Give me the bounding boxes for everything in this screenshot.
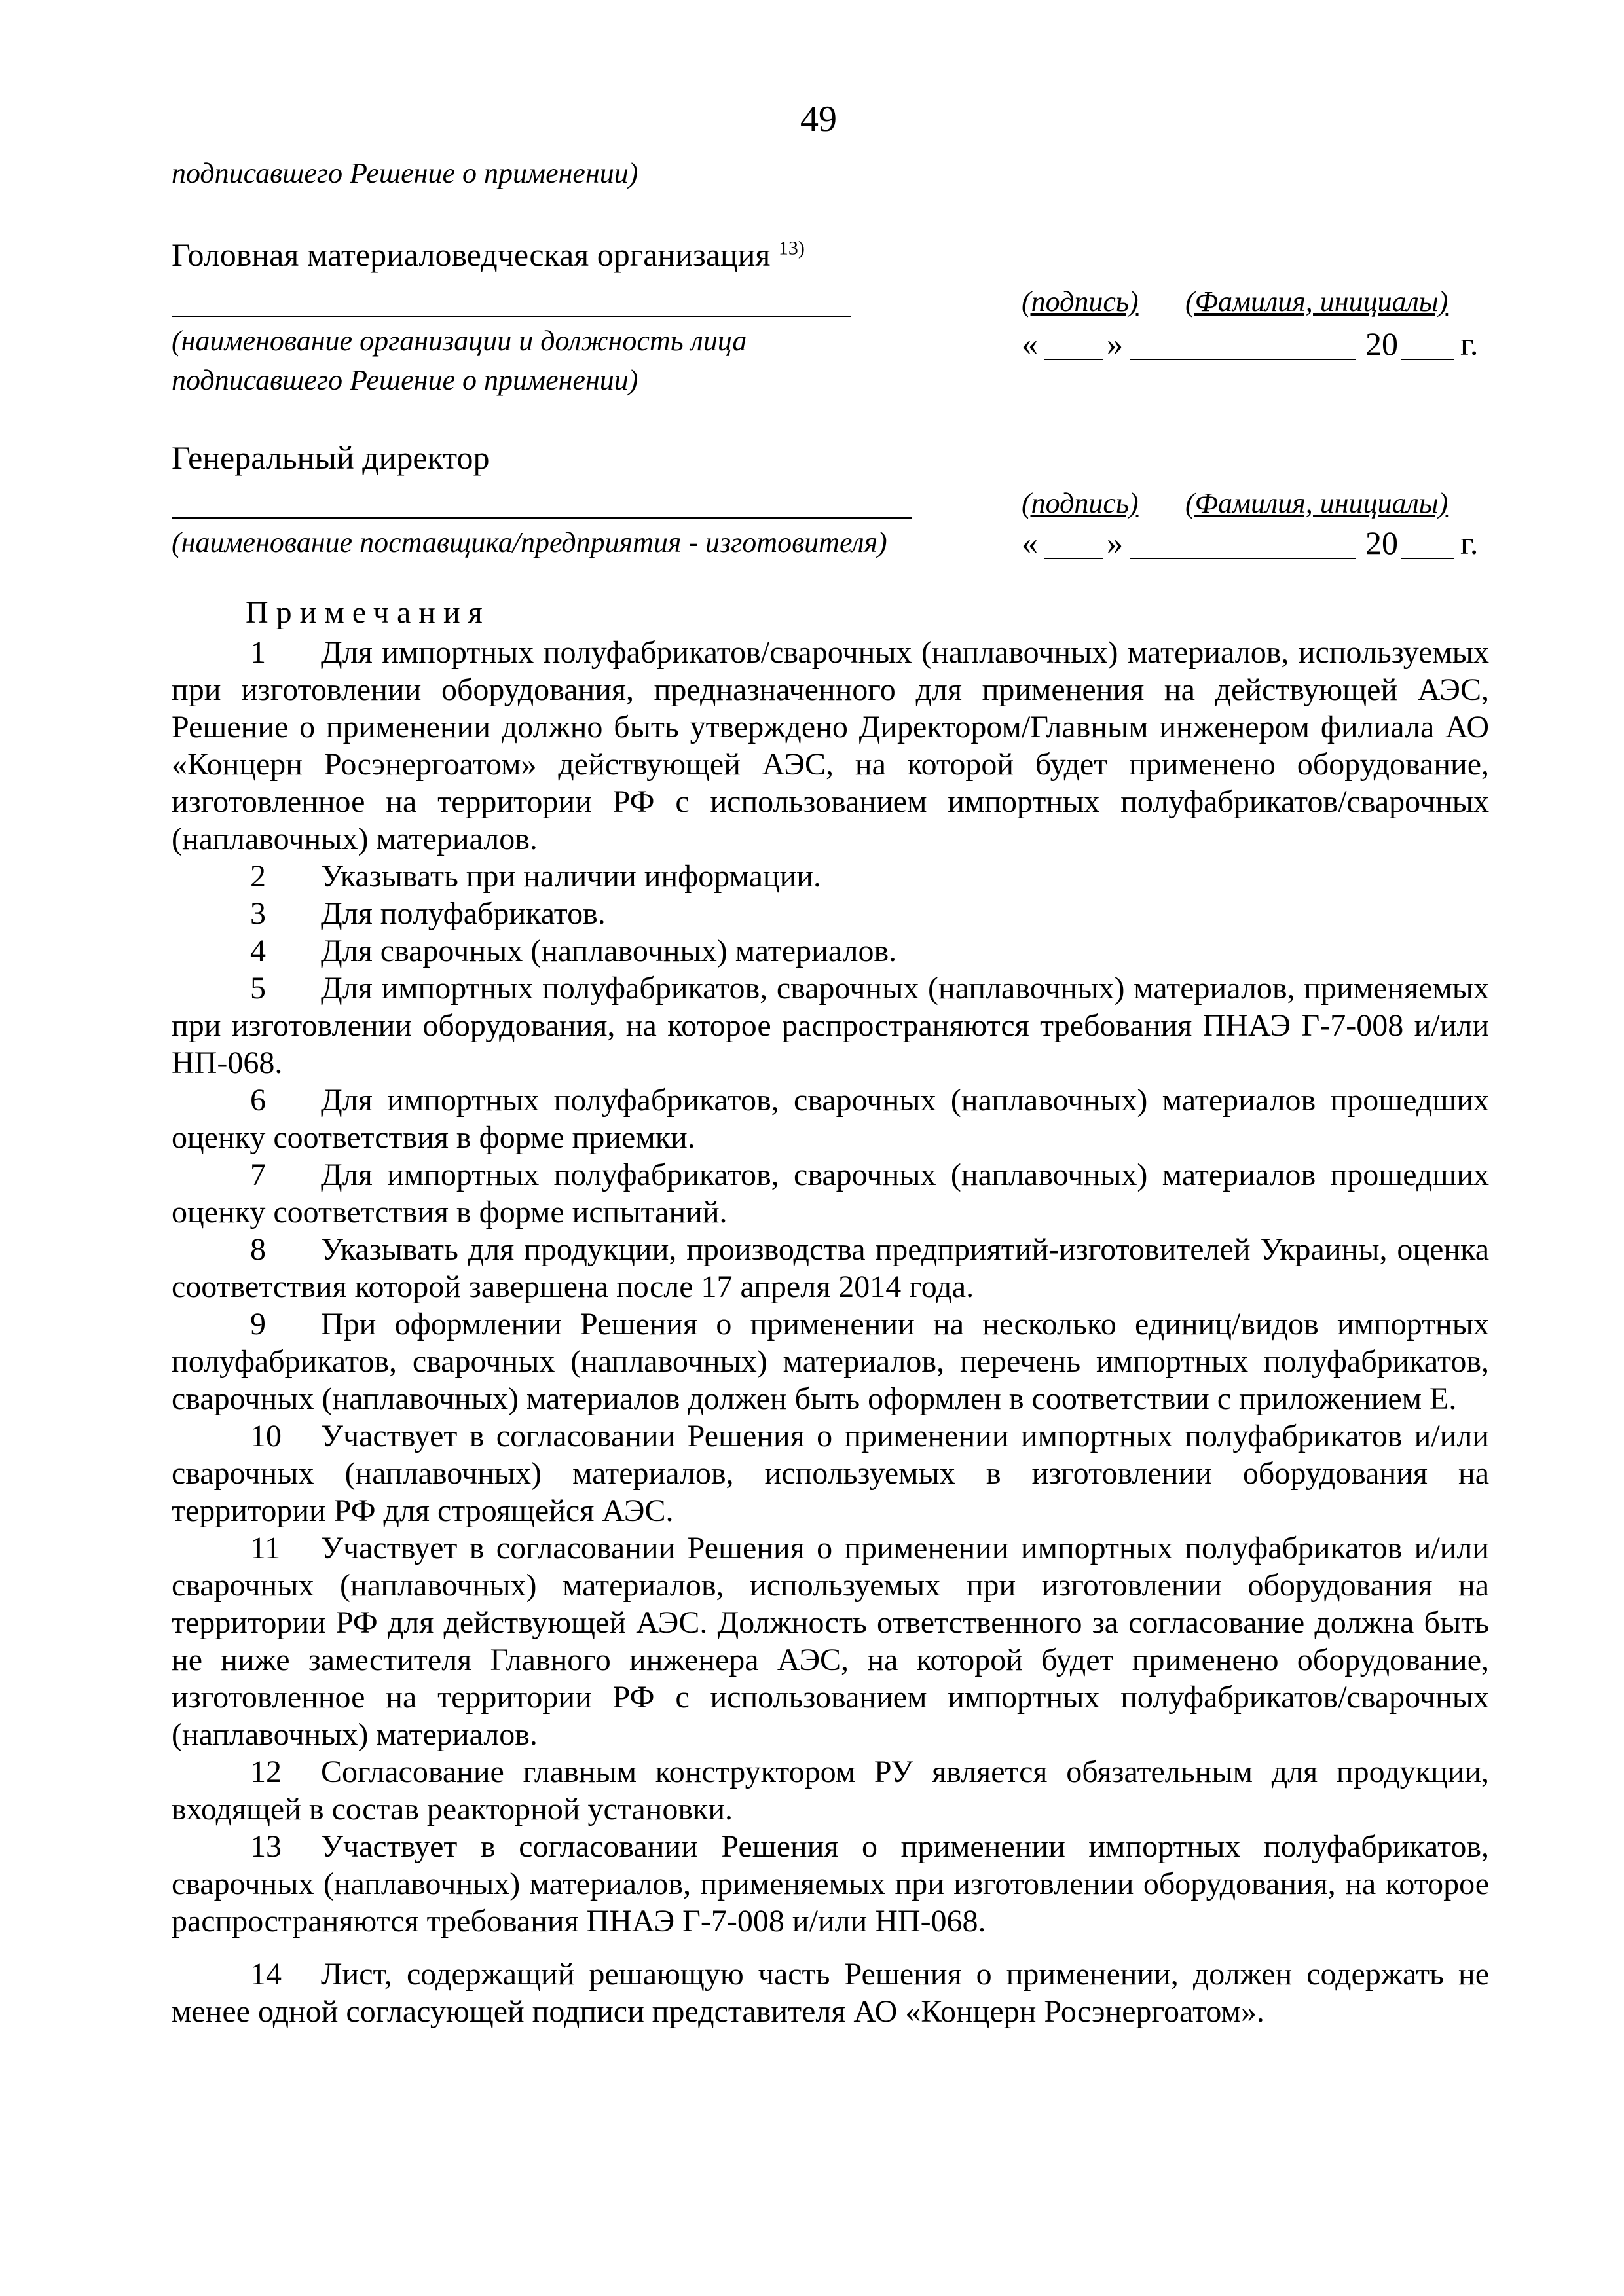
notes-heading: Примечания bbox=[246, 595, 490, 630]
note-text: При оформлении Решения о применении на несколько единиц/видов импортных полуфабрикатов, сварочных (наплавочных) материалов, перечень импортных полуфабрикатов, сварочных (наплавочных) материалов должен быть оформлен в соответствии с приложением Е. bbox=[172, 1307, 1489, 1416]
director-day-line bbox=[1044, 558, 1103, 559]
note-item bbox=[172, 634, 1489, 858]
note-item bbox=[172, 1828, 1489, 1940]
director-signature-label: (подпись) bbox=[1022, 487, 1139, 519]
note-text: Для импортных полуфабрикатов, сварочных (наплавочных) материалов прошедших оценку соответствия в форме приемки. bbox=[172, 1083, 1489, 1155]
note-number: 4 bbox=[250, 934, 266, 968]
note-number: 12 bbox=[250, 1755, 282, 1789]
head-org-year-line bbox=[1401, 359, 1454, 360]
note-item bbox=[172, 1753, 1489, 1828]
director-year: 20 bbox=[1365, 524, 1398, 561]
head-org-date-close: » bbox=[1107, 325, 1123, 362]
note-item bbox=[172, 1956, 1489, 2030]
note-number: 5 bbox=[250, 971, 266, 1006]
director-date-close: » bbox=[1107, 524, 1123, 561]
head-org-signature-label: (подпись) bbox=[1022, 285, 1139, 318]
head-org-day-line bbox=[1044, 359, 1103, 360]
note-number: 11 bbox=[250, 1531, 281, 1565]
note-text: Для полуфабрикатов. bbox=[321, 896, 606, 931]
previous-caption-end: подписавшего Решение о применении) bbox=[172, 157, 638, 189]
note-text: Согласование главным конструктором РУ является обязательным для продукции, входящей в состав реакторной установки. bbox=[172, 1755, 1489, 1827]
note-number: 7 bbox=[250, 1157, 266, 1192]
note-text: Для импортных полуфабрикатов/сварочных (наплавочных) материалов, используемых при изготовлении оборудования, предназначенного для применения на действующей АЭС, Решение о применении должно быть утверждено Директором/Главным инженером филиала АО «Концерн Росэнергоатом» действующей АЭС, на которой будет применено оборудование, изготовленное на территории РФ с использованием импортных полуфабрикатов/сварочных (наплавочных) материалов. bbox=[172, 635, 1489, 856]
note-item bbox=[172, 895, 1489, 932]
note-number: 2 bbox=[250, 859, 266, 894]
head-org-date-open: « bbox=[1022, 325, 1038, 362]
head-org-caption: (наименование организации и должность лица bbox=[172, 325, 747, 357]
page-number: 49 bbox=[800, 99, 837, 139]
director-name-label: (Фамилия, инициалы) bbox=[1185, 487, 1449, 519]
head-org-year-suffix: г. bbox=[1460, 325, 1479, 362]
note-item bbox=[172, 858, 1489, 895]
head-org-year: 20 bbox=[1365, 325, 1398, 362]
note-item bbox=[172, 1082, 1489, 1156]
note-item bbox=[172, 1529, 1489, 1753]
director-name-line bbox=[172, 517, 912, 519]
director-year-line bbox=[1401, 558, 1454, 559]
footnote-ref-13: 13) bbox=[778, 237, 805, 259]
note-text: Для импортных полуфабрикатов, сварочных (наплавочных) материалов, применяемых при изготовлении оборудования, на которое распространяются требования ПНАЭ Г-7-008 и/или НП-068. bbox=[172, 971, 1489, 1080]
note-number: 1 bbox=[250, 635, 266, 670]
note-text: Для импортных полуфабрикатов, сварочных (наплавочных) материалов прошедших оценку соответствия в форме испытаний. bbox=[172, 1157, 1489, 1230]
note-number: 10 bbox=[250, 1419, 282, 1453]
note-item bbox=[172, 1305, 1489, 1417]
note-number: 6 bbox=[250, 1083, 266, 1118]
note-number: 14 bbox=[250, 1957, 282, 1992]
director-caption: (наименование поставщика/предприятия - изготовителя) bbox=[172, 526, 887, 558]
note-text: Участвует в согласовании Решения о применении импортных полуфабрикатов, сварочных (наплавочных) материалов, применяемых при изготовлении оборудования, на которое распространяются требования ПНАЭ Г-7-008 и/или НП-068. bbox=[172, 1829, 1489, 1939]
note-item bbox=[172, 1156, 1489, 1231]
note-text: Лист, содержащий решающую часть Решения о применении, должен содержать не менее одной согласующей подписи представителя АО «Концерн Росэнергоатом». bbox=[172, 1957, 1489, 2029]
note-item bbox=[172, 1417, 1489, 1529]
director-title: Генеральный директор bbox=[172, 439, 490, 476]
note-number: 8 bbox=[250, 1232, 266, 1267]
note-number: 13 bbox=[250, 1829, 282, 1864]
note-item bbox=[172, 1231, 1489, 1305]
note-text: Участвует в согласовании Решения о применении импортных полуфабрикатов и/или сварочных (наплавочных) материалов, используемых при изготовлении оборудования на территории РФ для действующей АЭС. Должность ответственного за согласование должна быть не ниже заместителя Главного инженера АЭС, на которой будет применено оборудование, изготовленное на территории РФ с использованием импортных полуфабрикатов/сварочных (наплавочных) материалов. bbox=[172, 1531, 1489, 1752]
note-number: 9 bbox=[250, 1307, 266, 1341]
head-org-title bbox=[172, 236, 805, 274]
note-text: Участвует в согласовании Решения о применении импортных полуфабрикатов и/или сварочных (наплавочных) материалов, используемых в изготовлении оборудования на территории РФ для строящейся АЭС. bbox=[172, 1419, 1489, 1528]
head-org-month-line bbox=[1130, 359, 1356, 360]
note-number: 3 bbox=[250, 896, 266, 931]
note-text: Для сварочных (наплавочных) материалов. bbox=[321, 934, 897, 968]
note-text: Указывать для продукции, производства предприятий-изготовителей Украины, оценка соответствия которой завершена после 17 апреля 2014 года. bbox=[172, 1232, 1489, 1304]
director-year-suffix: г. bbox=[1460, 524, 1479, 561]
notes-list bbox=[172, 634, 1489, 2030]
head-org-title-text: Головная материаловедческая организация bbox=[172, 236, 771, 273]
director-month-line bbox=[1130, 558, 1356, 559]
note-text: Указывать при наличии информации. bbox=[321, 859, 821, 894]
note-item bbox=[172, 932, 1489, 970]
note-item bbox=[172, 970, 1489, 1082]
head-org-caption-2: подписавшего Решение о применении) bbox=[172, 364, 638, 396]
director-date-open: « bbox=[1022, 524, 1038, 561]
head-org-name-label: (Фамилия, инициалы) bbox=[1185, 285, 1449, 318]
head-org-name-line bbox=[172, 316, 851, 317]
